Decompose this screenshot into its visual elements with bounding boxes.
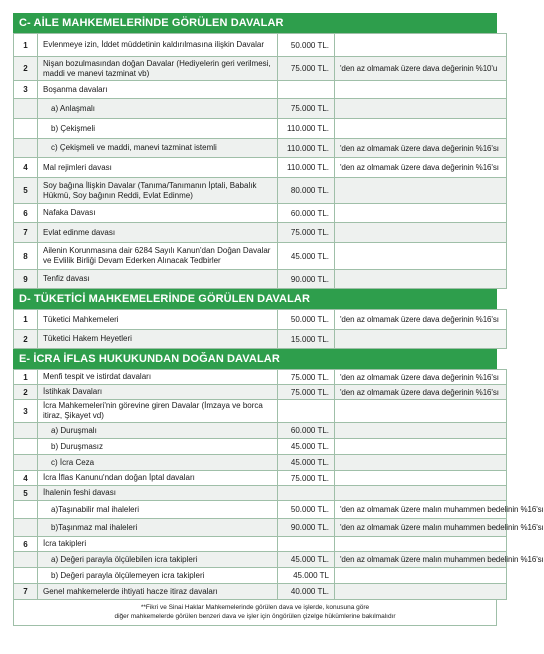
row-description: Evlat edinme davası bbox=[38, 223, 278, 243]
row-note bbox=[335, 243, 507, 270]
row-description: b) Duruşmasız bbox=[38, 439, 278, 455]
table-row bbox=[14, 486, 507, 501]
row-number bbox=[14, 99, 38, 119]
row-number: 5 bbox=[14, 178, 38, 204]
table-row bbox=[14, 57, 507, 81]
row-description: Tüketici Hakem Heyetleri bbox=[38, 330, 278, 349]
row-number: 6 bbox=[14, 204, 38, 223]
row-description: b)Taşınmaz mal ihaleleri bbox=[38, 519, 278, 537]
table-row bbox=[14, 584, 507, 600]
table-row bbox=[14, 400, 507, 423]
row-note bbox=[335, 270, 507, 289]
table-row bbox=[14, 243, 507, 270]
table-row bbox=[14, 385, 507, 400]
table-row bbox=[14, 423, 507, 439]
row-description: Menfi tespit ve istirdat davaları bbox=[38, 370, 278, 385]
row-note bbox=[335, 178, 507, 204]
row-number: 3 bbox=[14, 400, 38, 423]
row-number: 1 bbox=[14, 310, 38, 330]
row-amount: 90.000 TL. bbox=[278, 270, 335, 289]
row-amount: 75.000 TL. bbox=[278, 57, 335, 81]
row-note: 'den az olmamak üzere malın muhammen bedelinin %16'sı bbox=[335, 501, 507, 519]
row-number bbox=[14, 552, 38, 568]
row-note: 'den az olmamak üzere dava değerinin %16'sı bbox=[335, 310, 507, 330]
row-description: b) Değeri parayla ölçülemeyen icra takipleri bbox=[38, 568, 278, 584]
row-number bbox=[14, 519, 38, 537]
row-amount: 15.000 TL. bbox=[278, 330, 335, 349]
row-number: 4 bbox=[14, 471, 38, 486]
row-description: Boşanma davaları bbox=[38, 81, 278, 99]
row-note bbox=[335, 400, 507, 423]
row-note bbox=[335, 34, 507, 57]
row-description: İcra Mahkemeleri'nin görevine giren Davalar (İmzaya ve borca itiraz, Şikayet vd) bbox=[38, 400, 278, 423]
row-description: c) Çekişmeli ve maddi, manevi tazminat istemli bbox=[38, 139, 278, 158]
row-number bbox=[14, 423, 38, 439]
row-amount: 110.000 TL. bbox=[278, 158, 335, 178]
row-number: 6 bbox=[14, 537, 38, 552]
row-amount: 60.000 TL. bbox=[278, 423, 335, 439]
table-row bbox=[14, 81, 507, 99]
row-amount: 50.000 TL. bbox=[278, 34, 335, 57]
row-amount bbox=[278, 486, 335, 501]
row-note bbox=[335, 455, 507, 471]
row-note bbox=[335, 584, 507, 600]
table-row bbox=[14, 519, 507, 537]
row-number: 2 bbox=[14, 330, 38, 349]
row-note bbox=[335, 330, 507, 349]
table-row bbox=[14, 439, 507, 455]
row-amount: 110.000 TL. bbox=[278, 139, 335, 158]
table-row bbox=[14, 537, 507, 552]
row-number: 2 bbox=[14, 57, 38, 81]
row-note bbox=[335, 423, 507, 439]
table-row bbox=[14, 270, 507, 289]
table-row bbox=[14, 471, 507, 486]
row-number: 5 bbox=[14, 486, 38, 501]
row-amount: 45.000 TL. bbox=[278, 455, 335, 471]
row-number: 7 bbox=[14, 584, 38, 600]
row-description: Tenfiz davası bbox=[38, 270, 278, 289]
row-amount: 75.000 TL. bbox=[278, 471, 335, 486]
table-row bbox=[14, 119, 507, 139]
row-amount bbox=[278, 400, 335, 423]
row-description: İstihkak Davaları bbox=[38, 385, 278, 400]
row-amount: 75.000 TL. bbox=[278, 223, 335, 243]
table-row bbox=[14, 552, 507, 568]
row-number: 1 bbox=[14, 34, 38, 57]
table-row bbox=[14, 139, 507, 158]
row-note bbox=[335, 568, 507, 584]
row-description: a) Duruşmalı bbox=[38, 423, 278, 439]
table-row bbox=[14, 455, 507, 471]
row-number bbox=[14, 439, 38, 455]
row-number: 7 bbox=[14, 223, 38, 243]
row-description: Evlenmeye izin, İddet müddetinin kaldırılmasına ilişkin Davalar bbox=[38, 34, 278, 57]
row-description: c) İcra Ceza bbox=[38, 455, 278, 471]
row-amount: 45.000 TL. bbox=[278, 243, 335, 270]
footnote bbox=[13, 600, 497, 626]
row-note bbox=[335, 486, 507, 501]
fee-table bbox=[13, 369, 544, 600]
row-description: Nişan bozulmasından doğan Davalar (Hediyelerin geri verilmesi, maddi ve manevi tazminat vb) bbox=[38, 57, 278, 81]
row-note: 'den az olmamak üzere dava değerinin %10'u bbox=[335, 57, 507, 81]
row-number bbox=[14, 139, 38, 158]
row-note: 'den az olmamak üzere malın muhammen bedelinin %16'sı bbox=[335, 519, 507, 537]
row-description: a) Değeri parayla ölçülebilen icra takipleri bbox=[38, 552, 278, 568]
row-number bbox=[14, 119, 38, 139]
fee-table bbox=[13, 33, 507, 289]
row-number: 1 bbox=[14, 370, 38, 385]
row-number: 4 bbox=[14, 158, 38, 178]
row-note: 'den az olmamak üzere dava değerinin %16'sı bbox=[335, 370, 507, 385]
row-number bbox=[14, 455, 38, 471]
row-amount: 45.000 TL. bbox=[278, 552, 335, 568]
row-amount: 110.000 TL. bbox=[278, 119, 335, 139]
row-note bbox=[335, 119, 507, 139]
row-amount: 75.000 TL. bbox=[278, 99, 335, 119]
row-note bbox=[335, 223, 507, 243]
row-amount: 45.000 TL bbox=[278, 568, 335, 584]
row-description: Mal rejimleri davası bbox=[38, 158, 278, 178]
row-note: 'den az olmamak üzere malın muhammen bedelinin %16'sı bbox=[335, 552, 507, 568]
row-amount: 45.000 TL. bbox=[278, 439, 335, 455]
row-note bbox=[335, 537, 507, 552]
row-number: 2 bbox=[14, 385, 38, 400]
table-row bbox=[14, 501, 507, 519]
table-row bbox=[14, 204, 507, 223]
fee-tables bbox=[13, 13, 544, 600]
row-amount: 80.000 TL. bbox=[278, 178, 335, 204]
row-amount: 60.000 TL. bbox=[278, 204, 335, 223]
row-description: Tüketici Mahkemeleri bbox=[38, 310, 278, 330]
table-row bbox=[14, 99, 507, 119]
row-note bbox=[335, 81, 507, 99]
section-header: D- TÜKETİCİ MAHKEMELERİNDE GÖRÜLEN DAVALAR bbox=[13, 289, 497, 309]
row-description: Genel mahkemelerde ihtiyati hacze itiraz davaları bbox=[38, 584, 278, 600]
row-number: 8 bbox=[14, 243, 38, 270]
row-amount: 50.000 TL. bbox=[278, 310, 335, 330]
row-description: İhalenin feshi davası bbox=[38, 486, 278, 501]
row-description: İcra takipleri bbox=[38, 537, 278, 552]
row-description: a)Taşınabilir mal ihaleleri bbox=[38, 501, 278, 519]
table-row bbox=[14, 330, 507, 349]
table-row bbox=[14, 178, 507, 204]
row-amount: 90.000 TL. bbox=[278, 519, 335, 537]
fee-table bbox=[13, 309, 507, 349]
row-description: a) Anlaşmalı bbox=[38, 99, 278, 119]
table-row bbox=[14, 223, 507, 243]
footnote-line-2: diğer mahkemelerde görülen benzeri dava ve işler için öngörülen çizelge hükümlerine bakılmalıdır bbox=[114, 613, 396, 620]
section-header: E- İCRA İFLAS HUKUKUNDAN DOĞAN DAVALAR bbox=[13, 349, 497, 369]
row-number bbox=[14, 568, 38, 584]
row-note: 'den az olmamak üzere dava değerinin %16'sı bbox=[335, 139, 507, 158]
footnote-line-1: **Fikri ve Sinai Haklar Mahkemelerinde görülen dava ve işlerde, konusuna göre bbox=[140, 604, 370, 611]
fee-schedule bbox=[13, 13, 544, 626]
row-description: b) Çekişmeli bbox=[38, 119, 278, 139]
row-description: Nafaka Davası bbox=[38, 204, 278, 223]
row-note bbox=[335, 439, 507, 455]
table-row bbox=[14, 568, 507, 584]
row-note bbox=[335, 471, 507, 486]
table-row bbox=[14, 370, 507, 385]
row-amount: 75.000 TL. bbox=[278, 385, 335, 400]
row-note: 'den az olmamak üzere dava değerinin %16'sı bbox=[335, 385, 507, 400]
row-description: Soy bağına İlişkin Davalar (Tanıma/Tanımanın İptali, Babalık Hükmü, Soy bağının Reddi, Evlat Edinme) bbox=[38, 178, 278, 204]
row-description: İcra İflas Kanunu'ndan doğan İptal davaları bbox=[38, 471, 278, 486]
row-amount bbox=[278, 537, 335, 552]
table-row bbox=[14, 158, 507, 178]
table-row bbox=[14, 310, 507, 330]
row-description: Ailenin Korunmasına dair 6284 Sayılı Kanun'dan Doğan Davalar ve Evlilik Birliği Devam Ederken Alınacak Tedbirler bbox=[38, 243, 278, 270]
row-amount: 75.000 TL. bbox=[278, 370, 335, 385]
row-note: 'den az olmamak üzere dava değerinin %16'sı bbox=[335, 158, 507, 178]
row-number bbox=[14, 501, 38, 519]
row-amount: 40.000 TL. bbox=[278, 584, 335, 600]
row-amount bbox=[278, 81, 335, 99]
section-header: C- AİLE MAHKEMELERİNDE GÖRÜLEN DAVALAR bbox=[13, 13, 497, 33]
row-number: 9 bbox=[14, 270, 38, 289]
row-amount: 50.000 TL. bbox=[278, 501, 335, 519]
row-note bbox=[335, 99, 507, 119]
table-row bbox=[14, 34, 507, 57]
row-number: 3 bbox=[14, 81, 38, 99]
row-note bbox=[335, 204, 507, 223]
